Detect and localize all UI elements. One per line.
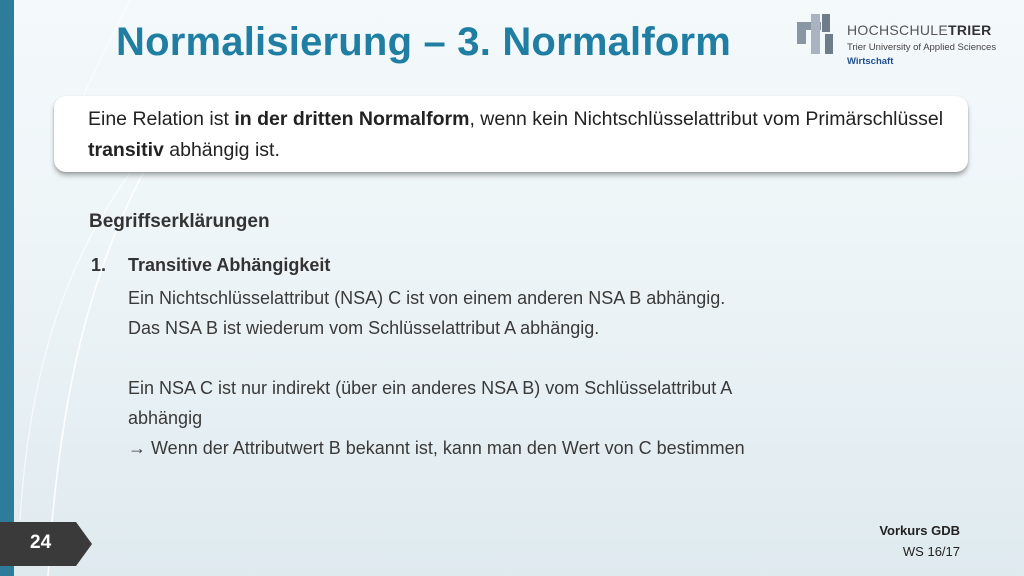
- list-item-title: Transitive Abhängigkeit: [128, 255, 331, 275]
- slide-title: Normalisierung – 3. Normalform: [116, 20, 732, 64]
- conclusion-line: → Wenn der Attributwert B bekannt ist, kann man den Wert von C bestimmen: [128, 438, 745, 458]
- university-logo-icon: [795, 12, 839, 56]
- explanation-line: abhängig: [128, 408, 203, 428]
- page-number: 24: [30, 532, 52, 553]
- footer-semester: WS 16/17: [902, 544, 960, 559]
- explanation-line: Das NSA B ist wiederum vom Schlüsselattribut A abhängig.: [128, 318, 600, 338]
- logo-name: HOCHSCHULETRIER: [847, 22, 992, 38]
- university-logo: [795, 12, 1010, 72]
- list-item-number: 1.: [91, 255, 107, 275]
- footer-course: Vorkurs GDB: [879, 523, 960, 538]
- explanation-line: Ein Nichtschlüsselattribut (NSA) C ist von einem anderen NSA B abhängig.: [128, 288, 726, 308]
- arrow-right-icon: →: [128, 438, 146, 458]
- definition-box: [54, 96, 968, 172]
- section-heading: Begriffserklärungen: [89, 211, 270, 232]
- explanation-line: Ein NSA C ist nur indirekt (über ein anderes NSA B) vom Schlüsselattribut A: [128, 378, 733, 398]
- logo-subtitle: Trier University of Applied Sciences: [847, 42, 997, 53]
- definition-text: Eine Relation ist in der dritten Normalform, wenn kein Nichtschlüsselattribut vom Primärschlüssel transitiv abhängig ist.: [88, 108, 944, 161]
- logo-department: Wirtschaft: [847, 56, 894, 67]
